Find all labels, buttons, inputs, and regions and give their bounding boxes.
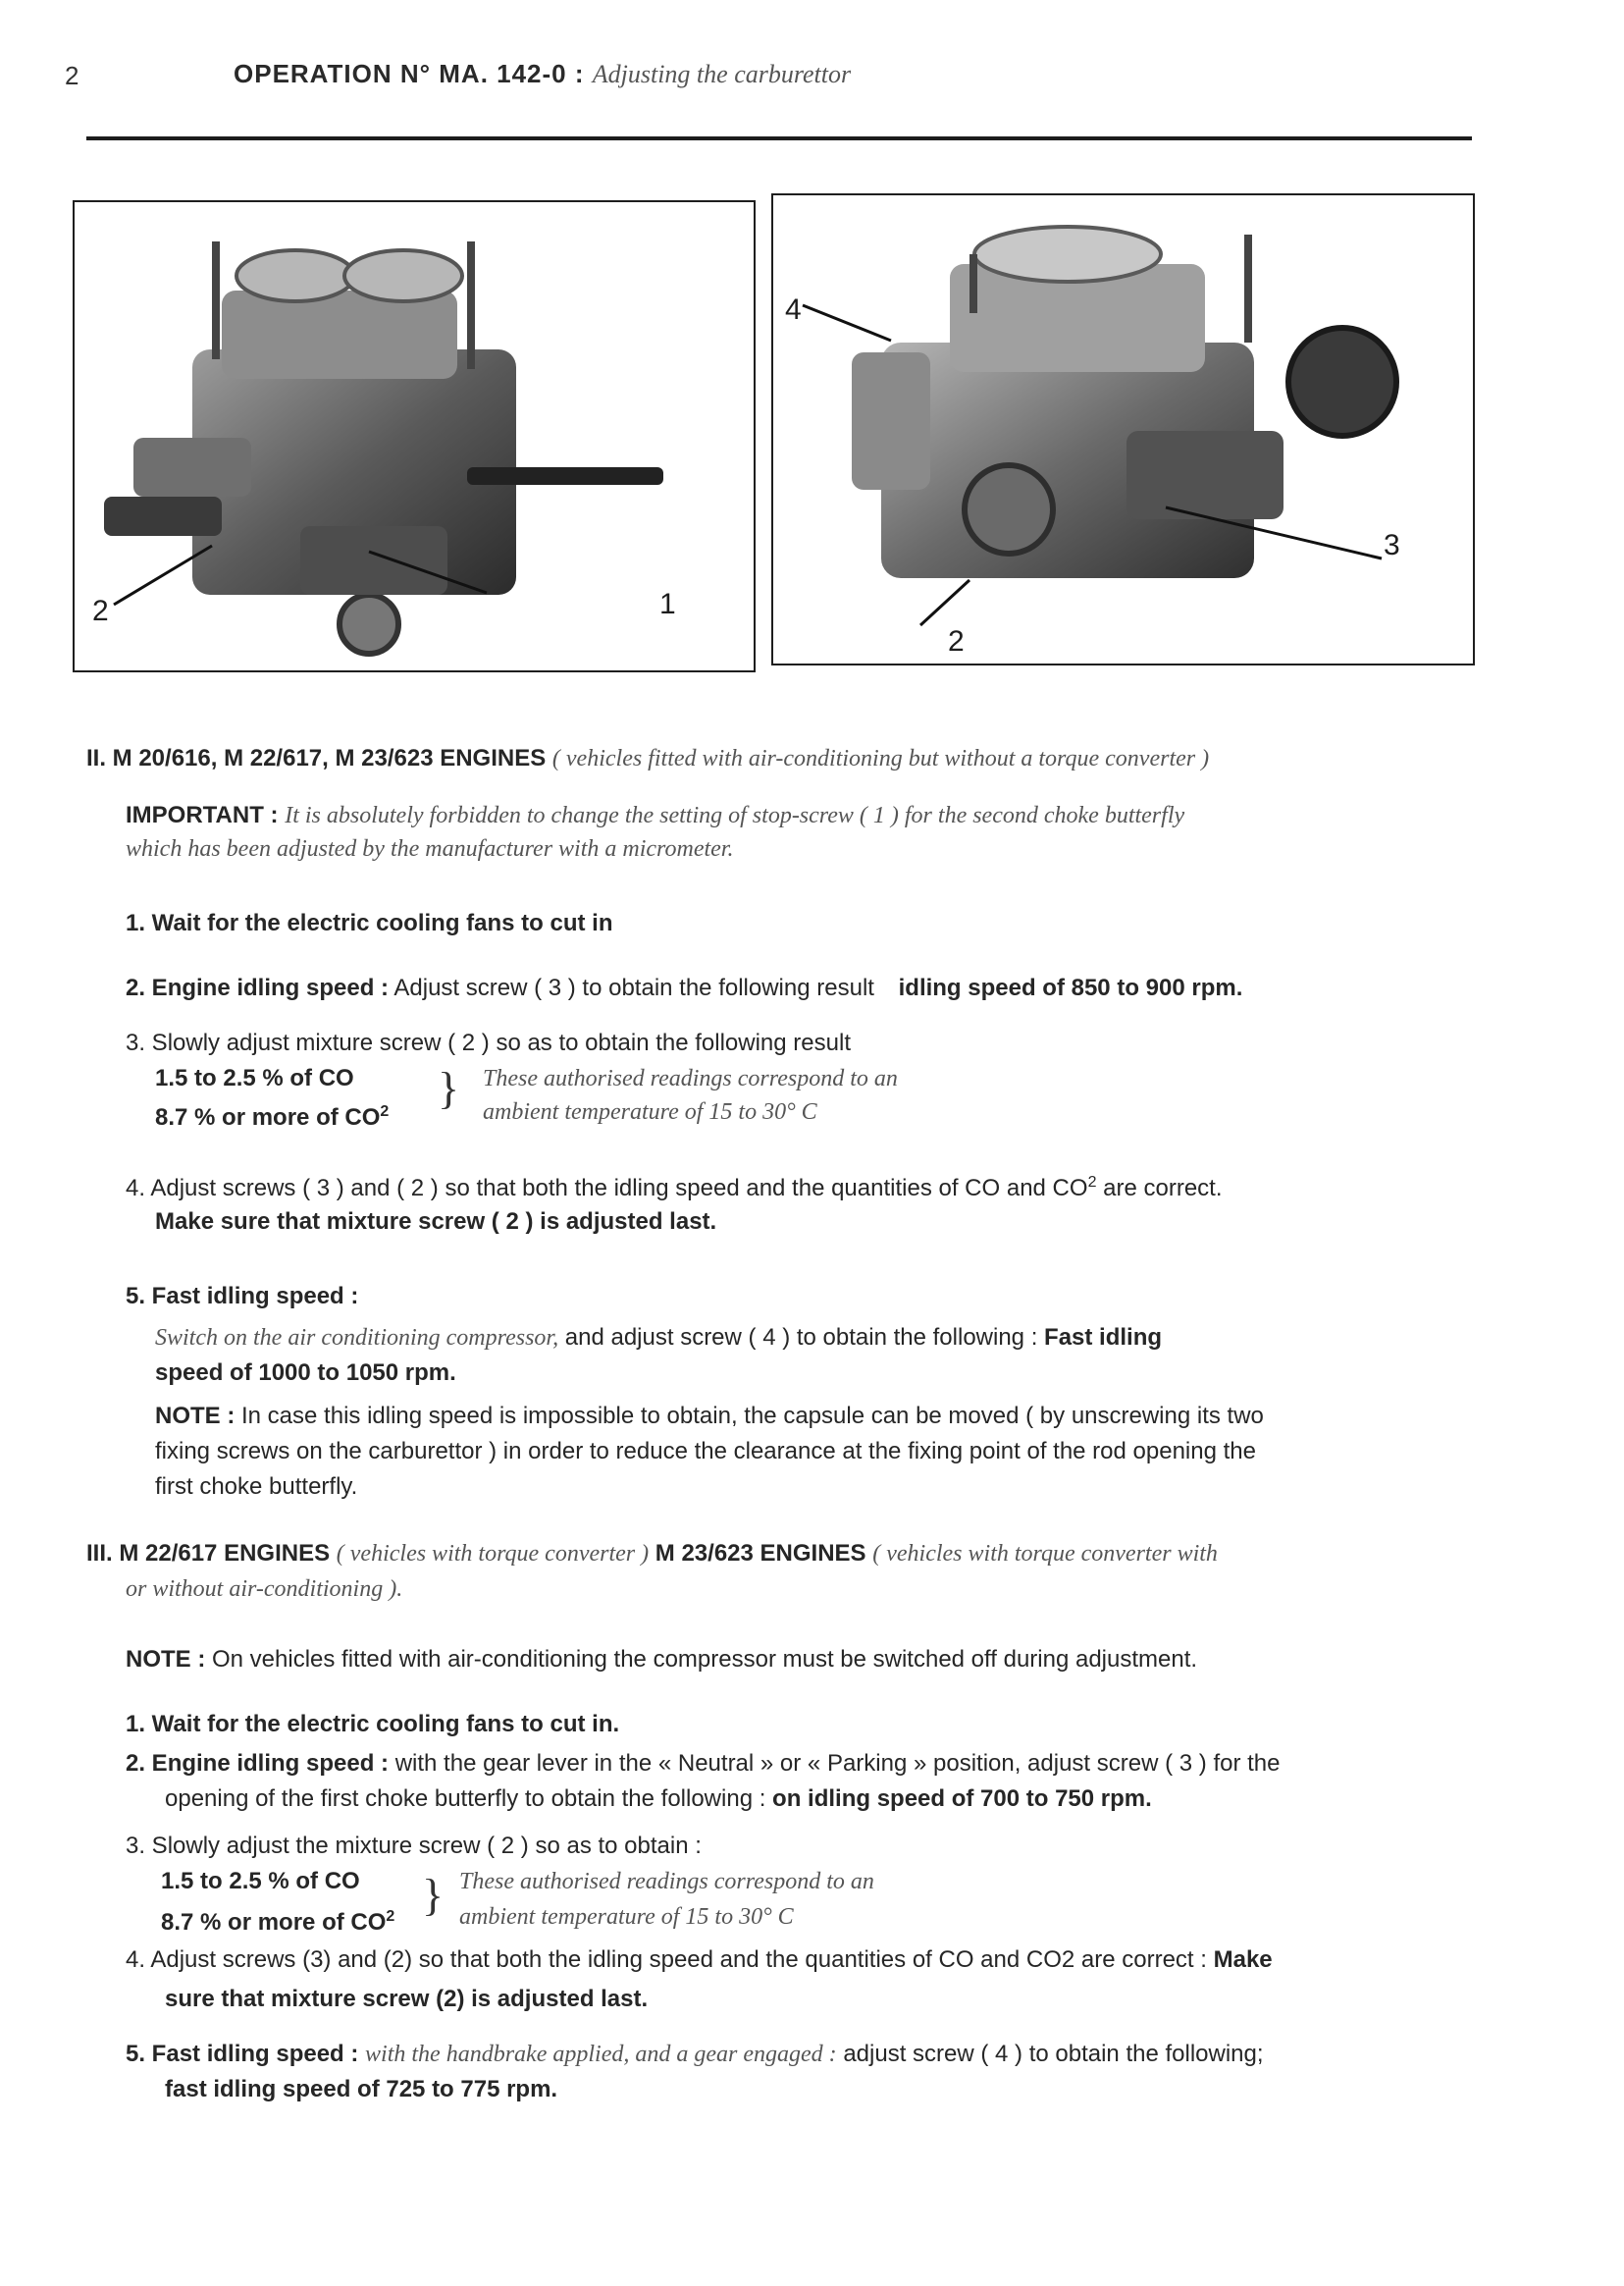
section-3-heading-line-2: or without air-conditioning ). <box>126 1576 403 1602</box>
section-2-heading-bold: II. M 20/616, M 22/617, M 23/623 ENGINES <box>86 745 547 771</box>
sec2-note-label: NOTE : <box>155 1403 236 1429</box>
carburettor-illustration-right <box>773 195 1473 664</box>
section-3-heading-italic-1: ( vehicles with torque converter ) <box>336 1541 650 1567</box>
page-title-italic: Adjusting the carburettor <box>592 60 852 88</box>
section-2-heading-italic: ( vehicles fitted with air-conditioning but without a torque converter ) <box>551 746 1210 771</box>
sec3-note-label: NOTE : <box>126 1646 206 1673</box>
sec2-step-5-label: 5. Fast idling speed : <box>126 1283 359 1309</box>
sec3-note <box>126 1645 1197 1675</box>
sec2-step-3: 3. Slowly adjust mixture screw ( 2 ) so as to obtain the following result <box>126 1030 851 1056</box>
sec3-step-3-co2 <box>161 1902 394 1938</box>
callout-2-right: 2 <box>948 625 965 658</box>
section-3-heading-italic-2: ( vehicles with torque converter with <box>872 1541 1218 1567</box>
sec2-note-line-1 <box>155 1402 1264 1431</box>
sec2-step-5-text: and adjust screw ( 4 ) to obtain the following : <box>564 1324 1038 1351</box>
sec2-step-5-result-2: speed of 1000 to 1050 rpm. <box>155 1359 456 1386</box>
header-rule <box>86 136 1472 140</box>
section-3-heading-bold-2: M 23/623 ENGINES <box>655 1540 866 1567</box>
sec2-step-3-co2 <box>155 1097 389 1133</box>
carburettor-illustration-left <box>75 202 754 670</box>
sec3-brace: } <box>422 1870 445 1920</box>
sec2-step-4-bold: Make sure that mixture screw ( 2 ) is adjusted last. <box>155 1208 717 1235</box>
section-3-heading-bold-1: III. M 22/617 ENGINES <box>86 1540 331 1567</box>
section-2-heading <box>86 744 1209 773</box>
sec2-step-2-result: idling speed of 850 to 900 rpm. <box>898 975 1243 1001</box>
sec3-step-5-result: fast idling speed of 725 to 775 rpm. <box>165 2076 558 2102</box>
section-3-heading <box>86 1539 1218 1568</box>
sec3-step-2-text-1: with the gear lever in the « Neutral » or « Parking » position, adjust screw ( 3 ) for the <box>394 1750 1281 1777</box>
sec3-step-2-line-2 <box>165 1784 1152 1814</box>
sec3-step-4-text: 4. Adjust screws (3) and (2) so that both the idling speed and the quantities of CO and CO2 are correct : <box>126 1946 1207 1973</box>
important-line-2: which has been adjusted by the manufacturer with a micrometer. <box>126 836 734 862</box>
sec3-step-5-italic: with the handbrake applied, and a gear engaged : <box>365 2042 837 2067</box>
sec2-step-3-note-2: ambient temperature of 15 to 30° C <box>483 1099 817 1125</box>
sec2-step-2-text: Adjust screw ( 3 ) to obtain the following result <box>393 975 874 1001</box>
sec2-step-1: 1. Wait for the electric cooling fans to cut in <box>126 910 613 936</box>
sec2-step-3-co: 1.5 to 2.5 % of CO <box>155 1065 354 1091</box>
sec2-note-line-3: first choke butterfly. <box>155 1473 358 1500</box>
important-line-1 <box>126 801 1184 830</box>
sec2-step-4-end: are correct. <box>1103 1175 1223 1201</box>
sec2-step-4-text: 4. Adjust screws ( 3 ) and ( 2 ) so that both the idling speed and the quantities of CO and CO <box>126 1175 1088 1201</box>
sec3-step-2-label: 2. Engine idling speed : <box>126 1750 390 1777</box>
sec2-brace: } <box>438 1063 460 1113</box>
sec2-step-2-label: 2. Engine idling speed : <box>126 975 390 1001</box>
sec3-step-1: 1. Wait for the electric cooling fans to cut in. <box>126 1711 620 1737</box>
sec2-step-4 <box>126 1168 1223 1203</box>
important-label: IMPORTANT : <box>126 802 279 828</box>
sec3-note-text: On vehicles fitted with air-conditioning the compressor must be switched off during adjustment. <box>212 1646 1198 1673</box>
sec2-step-4-sub: 2 <box>1087 1174 1097 1191</box>
callout-3-right: 3 <box>1384 529 1400 561</box>
sec2-step-2 <box>126 974 1242 1003</box>
sec3-step-2-result: on idling speed of 700 to 750 rpm. <box>772 1785 1152 1812</box>
page-title-bold: OPERATION N° MA. 142-0 : <box>234 59 585 88</box>
sec2-step-3-note-1: These authorised readings correspond to an <box>483 1066 898 1091</box>
sec3-step-2-text-2: opening of the first choke butterfly to obtain the following : <box>165 1785 766 1812</box>
important-text-1: It is absolutely forbidden to change the setting of stop-screw ( 1 ) for the second choke butterfly <box>285 803 1185 828</box>
sec3-step-5-text: adjust screw ( 4 ) to obtain the following; <box>843 2041 1264 2067</box>
callout-2-left: 2 <box>92 595 109 627</box>
sec2-note-line-2: fixing screws on the carburettor ) in order to reduce the clearance at the fixing point of the rod opening the <box>155 1438 1256 1464</box>
sec3-step-3: 3. Slowly adjust the mixture screw ( 2 ) so as to obtain : <box>126 1833 702 1859</box>
sec3-step-3-co: 1.5 to 2.5 % of CO <box>161 1868 360 1894</box>
sec2-step-5-result-1: Fast idling <box>1044 1324 1163 1351</box>
sec3-step-2-line-1 <box>126 1749 1280 1779</box>
page-number: 2 <box>65 61 79 90</box>
callout-4-right: 4 <box>785 293 802 326</box>
carburettor-photo-right <box>771 193 1475 665</box>
callout-1-left: 1 <box>659 588 676 620</box>
sec2-note-text-1: In case this idling speed is impossible to obtain, the capsule can be moved ( by unscrewing its two <box>241 1403 1264 1429</box>
page-title <box>234 59 851 89</box>
sec2-step-5-line <box>155 1323 1162 1353</box>
sec3-step-4-bold-2: sure that mixture screw (2) is adjusted last. <box>165 1986 649 2012</box>
sec2-step-3-co2-text: 8.7 % or more of CO <box>155 1104 381 1131</box>
sec3-step-4-bold-1: Make <box>1213 1946 1273 1973</box>
sec3-step-3-note-2: ambient temperature of 15 to 30° C <box>459 1904 794 1930</box>
sec3-step-4-line-1 <box>126 1945 1273 1975</box>
sec2-step-3-co2-sub: 2 <box>380 1103 390 1120</box>
sec3-step-3-co2-sub: 2 <box>386 1908 395 1925</box>
carburettor-photo-left <box>73 200 756 672</box>
sec2-step-5-italic: Switch on the air conditioning compressor, <box>155 1325 559 1351</box>
sec3-step-3-co2-text: 8.7 % or more of CO <box>161 1909 387 1936</box>
sec3-step-5-label: 5. Fast idling speed : <box>126 2041 359 2067</box>
sec3-step-5-line-1 <box>126 2040 1264 2069</box>
sec3-step-3-note-1: These authorised readings correspond to an <box>459 1869 874 1894</box>
